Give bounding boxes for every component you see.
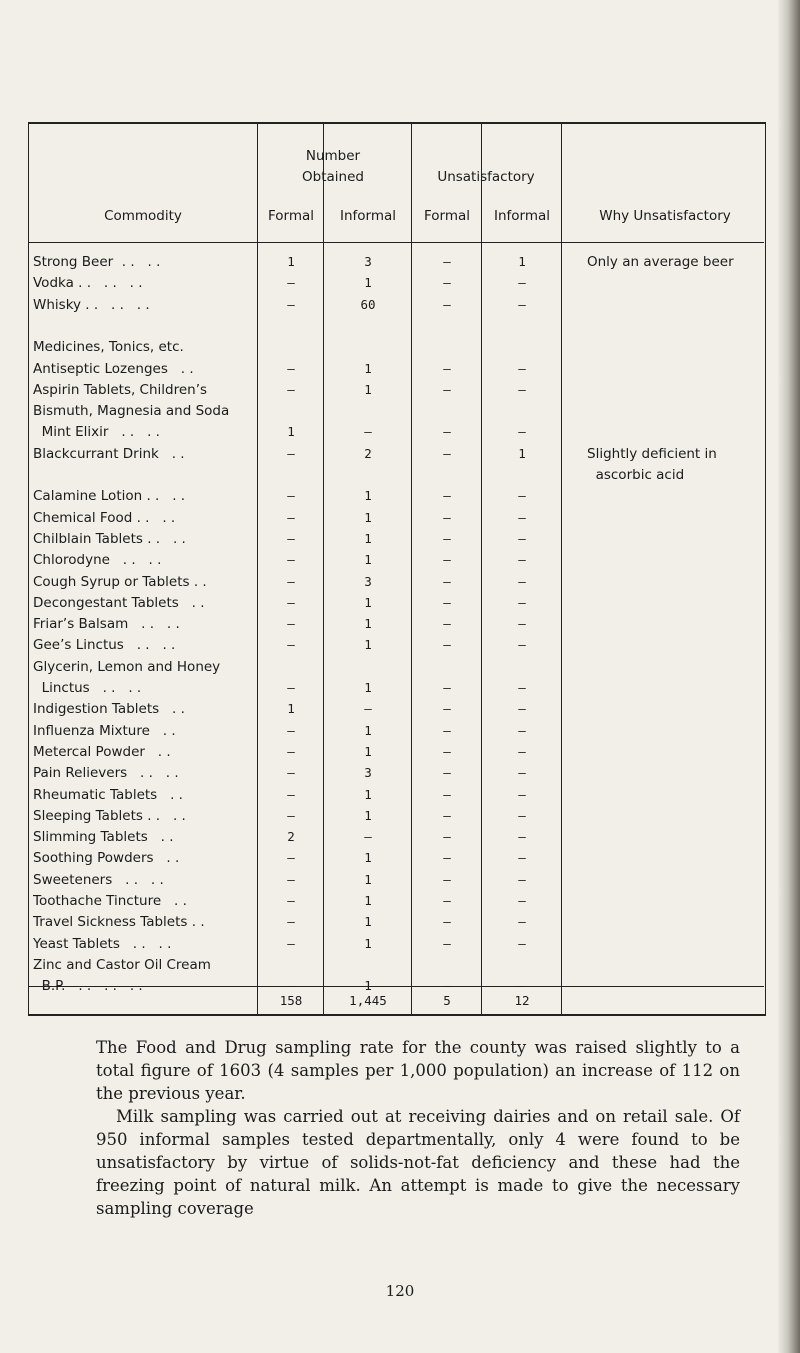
commodity-cell: Glycerin, Lemon and Honey: [33, 658, 221, 675]
unsat-informal-cell: –: [518, 530, 526, 546]
unsat-formal-cell: –: [443, 254, 451, 269]
formal-cell: –: [287, 935, 295, 951]
reason-cell: ascorbic acid: [587, 467, 685, 483]
commodity-header: Commodity: [104, 208, 182, 224]
commodity-cell: Blackcurrant Drink . .: [33, 445, 185, 462]
informal-cell: 1: [364, 978, 372, 994]
formal-cell: –: [287, 680, 295, 695]
unsat-formal-cell: –: [443, 807, 451, 823]
formal-cell: –: [287, 871, 295, 887]
table-row: [29, 592, 767, 614]
informal-cell: 1: [364, 594, 372, 610]
formal-cell: –: [287, 893, 295, 908]
commodity-cell: Sleeping Tablets . . . .: [33, 807, 186, 824]
formal-cell: –: [287, 616, 295, 632]
unsat-formal-cell: –: [443, 594, 451, 610]
unsat-formal-cell: –: [443, 722, 451, 738]
unsat-informal-cell: –: [518, 594, 526, 610]
formal-cell: –: [287, 573, 295, 589]
unsat-informal-cell: –: [518, 743, 526, 759]
informal-cell: 1: [364, 360, 372, 376]
table-row: [29, 677, 767, 699]
formal-cell: –: [287, 594, 295, 610]
unsat-formal-cell: –: [443, 360, 451, 376]
table-row: [29, 720, 767, 742]
informal-cell: 3: [364, 573, 372, 589]
unsat-formal-cell: –: [443, 296, 451, 312]
number-header-line2: Obtained: [302, 169, 364, 185]
informal-cell: 1: [364, 381, 372, 397]
table-row: [29, 549, 767, 571]
commodity-cell: Toothache Tincture . .: [33, 893, 187, 909]
table-row: [29, 528, 767, 550]
unsat-informal-cell: –: [518, 360, 526, 376]
unsat-formal-cell: –: [443, 445, 451, 461]
unsat-informal-cell: –: [518, 296, 526, 312]
formal-cell: –: [287, 722, 295, 738]
informal-cell: 1: [364, 509, 372, 525]
commodity-cell: Soothing Powders . .: [33, 850, 180, 867]
commodity-cell: Travel Sickness Tablets . .: [33, 914, 205, 931]
unsat-informal-cell: –: [518, 850, 526, 866]
unsat-informal-header: Informal: [493, 208, 551, 224]
unsat-formal-cell: –: [443, 701, 451, 717]
informal-cell: 3: [364, 254, 372, 269]
commodity-cell: Mint Elixir . . . .: [33, 424, 160, 441]
formal-cell: 2: [287, 829, 295, 845]
formal-cell: –: [287, 530, 295, 546]
unsat-informal-cell: –: [518, 275, 526, 291]
formal-cell: –: [287, 296, 295, 312]
informal-cell: 1: [364, 552, 372, 568]
commodity-cell: Medicines, Tonics, etc.: [33, 339, 184, 356]
unsat-formal-cell: –: [443, 275, 451, 291]
table-row: [29, 933, 767, 955]
unsat-informal-cell: –: [518, 786, 526, 802]
informal-cell: 2: [364, 445, 372, 461]
informal-cell: –: [364, 424, 372, 440]
informal-cell: 1: [364, 807, 372, 823]
table-row: [29, 464, 767, 486]
table-row: [29, 656, 767, 678]
table-row: [29, 315, 767, 337]
informal-cell: 3: [364, 765, 372, 781]
unsat-informal-cell: –: [518, 807, 526, 823]
formal-cell: –: [287, 445, 295, 461]
body-text: [96, 1036, 740, 1220]
informal-cell: 1: [364, 786, 372, 802]
total-unsat-formal: 5: [443, 993, 451, 1008]
informal-cell: 1: [364, 637, 372, 653]
formal-cell: –: [287, 509, 295, 525]
commodity-cell: Zinc and Castor Oil Cream: [33, 956, 211, 973]
table-row: [29, 485, 767, 507]
unsat-informal-cell: –: [518, 871, 526, 887]
formal-cell: –: [287, 552, 295, 568]
formal-cell: –: [287, 488, 295, 504]
table-row: [29, 272, 767, 294]
table-row: [29, 890, 767, 912]
table-row: [29, 869, 767, 891]
informal-header: Informal: [339, 208, 397, 224]
unsat-informal-cell: –: [518, 573, 526, 589]
page-binding-edge: [778, 0, 800, 1353]
commodity-cell: Slimming Tablets . .: [33, 829, 174, 846]
table-row: [29, 443, 767, 465]
unsat-informal-cell: –: [518, 509, 526, 525]
unsat-formal-cell: –: [443, 743, 451, 759]
formal-cell: –: [287, 381, 295, 397]
commodity-cell: Chemical Food . . . .: [33, 509, 176, 526]
unsat-formal-cell: –: [443, 786, 451, 802]
table-row: [29, 336, 767, 358]
unsat-formal-cell: –: [443, 893, 451, 908]
unsat-formal-cell: –: [443, 829, 451, 845]
table-row: [29, 698, 767, 720]
unsat-informal-cell: –: [518, 424, 526, 440]
informal-cell: –: [364, 701, 372, 717]
paragraph-1: The Food and Drug sampling rate for the county was raised slightly to a total figure of 1603 (4 samples per 1,000 population) an increase of 112 on the previous year.: [96, 1038, 740, 1103]
table-row: [29, 400, 767, 422]
commodity-cell: Vodka . . . . . .: [33, 275, 143, 292]
table-row: [29, 805, 767, 827]
unsat-informal-cell: –: [518, 978, 526, 994]
commodity-cell: Yeast Tablets . . . .: [33, 935, 172, 952]
unsat-informal-cell: –: [518, 765, 526, 781]
unsat-formal-cell: –: [443, 935, 451, 951]
commodity-cell: Chlorodyne . . . .: [33, 552, 162, 569]
reason-cell: Only an average beer: [587, 254, 734, 270]
formal-cell: 1: [287, 254, 295, 269]
formal-cell: –: [287, 850, 295, 866]
commodity-cell: Pain Relievers . . . .: [33, 765, 179, 782]
unsat-formal-cell: –: [443, 850, 451, 866]
unsat-formal-cell: –: [443, 637, 451, 653]
commodity-cell: Bismuth, Magnesia and Soda: [33, 403, 230, 420]
unsat-informal-cell: –: [518, 637, 526, 653]
unsat-formal-cell: –: [443, 871, 451, 887]
unsat-informal-cell: –: [518, 381, 526, 397]
unsat-formal-cell: –: [443, 978, 451, 994]
totals-row: [29, 986, 767, 1016]
table-row: [29, 634, 767, 656]
table-row: [29, 762, 767, 784]
formal-cell: –: [287, 360, 295, 376]
unsat-formal-cell: –: [443, 530, 451, 546]
unsat-informal-cell: –: [518, 893, 526, 908]
informal-cell: 1: [364, 871, 372, 887]
commodity-cell: Aspirin Tablets, Children’s: [33, 381, 208, 398]
unsat-formal-cell: –: [443, 680, 451, 695]
total-formal: 158: [279, 993, 303, 1008]
commodity-cell: Whisky . . . . . .: [33, 296, 150, 313]
unsat-formal-header: Formal: [423, 208, 471, 224]
table-row: [29, 294, 767, 316]
formal-cell: –: [287, 786, 295, 802]
unsat-formal-cell: –: [443, 616, 451, 632]
paragraph-2: Milk sampling was carried out at receiving dairies and on retail sale. Of 950 informal samples tested departmentally, only 4 were found to be unsatisfactory by virtue of solids-not-fat deficiency and these had the freezing point of natural milk. An attempt is made to give the necessary sampling coverage: [96, 1107, 740, 1218]
formal-cell: –: [287, 637, 295, 653]
table-row: [29, 613, 767, 635]
unsat-formal-cell: –: [443, 573, 451, 589]
formal-header: Formal: [267, 208, 315, 224]
reason-cell: Slightly deficient in: [587, 445, 717, 462]
commodity-cell: Decongestant Tablets . .: [33, 594, 205, 611]
unsat-formal-cell: –: [443, 488, 451, 504]
commodity-cell: Linctus . . . .: [33, 680, 142, 696]
table-row: [29, 911, 767, 933]
unsat-formal-cell: –: [443, 552, 451, 568]
unsat-informal-cell: –: [518, 552, 526, 568]
unsat-formal-cell: –: [443, 765, 451, 781]
unsat-formal-cell: –: [443, 381, 451, 397]
informal-cell: 1: [364, 914, 372, 930]
informal-cell: 1: [364, 743, 372, 759]
unsat-informal-cell: –: [518, 680, 526, 695]
formal-cell: –: [287, 743, 295, 759]
informal-cell: 1: [364, 935, 372, 951]
table-row: [29, 379, 767, 401]
unsat-informal-cell: –: [518, 914, 526, 930]
commodity-cell: Indigestion Tablets . .: [33, 701, 185, 718]
formal-cell: 1: [287, 701, 295, 717]
table-row: [29, 741, 767, 763]
informal-cell: 1: [364, 850, 372, 866]
unsat-formal-cell: –: [443, 509, 451, 525]
why-header: Why Unsatisfactory: [599, 208, 731, 224]
unsat-informal-cell: –: [518, 829, 526, 845]
unsat-formal-cell: –: [443, 424, 451, 440]
commodity-cell: Rheumatic Tablets . .: [33, 786, 183, 803]
table-row: [29, 954, 767, 976]
table-row: [29, 571, 767, 593]
commodity-table: [28, 122, 766, 1016]
unsat-informal-cell: 1: [518, 254, 526, 269]
commodity-cell: Friar’s Balsam . . . .: [33, 616, 180, 633]
total-informal: 1,445: [349, 993, 387, 1008]
number-header-line1: Number: [305, 148, 361, 164]
table-row: [29, 421, 767, 443]
unsat-informal-cell: 1: [518, 445, 526, 461]
informal-cell: 1: [364, 488, 372, 504]
unsat-informal-cell: –: [518, 701, 526, 717]
commodity-cell: B.P. . . . . . .: [33, 978, 143, 995]
commodity-cell: Cough Syrup or Tablets . .: [33, 573, 207, 590]
table-row: [29, 507, 767, 529]
commodity-cell: Metercal Powder . .: [33, 743, 171, 760]
formal-cell: –: [287, 807, 295, 823]
total-unsat-informal: 12: [514, 993, 530, 1008]
informal-cell: 1: [364, 275, 372, 291]
number-obtained-header: [259, 146, 407, 188]
informal-cell: 1: [364, 722, 372, 738]
table-row: [29, 784, 767, 806]
unsatisfactory-header: Unsatisfactory: [437, 169, 535, 185]
commodity-cell: Sweeteners . . . .: [33, 871, 164, 888]
header-rule: [29, 242, 764, 243]
commodity-cell: Gee’s Linctus . . . .: [33, 637, 176, 654]
informal-cell: 1: [364, 616, 372, 632]
page-number: 120: [385, 1282, 415, 1300]
table-row: [29, 826, 767, 848]
unsat-formal-cell: –: [443, 914, 451, 930]
formal-cell: –: [287, 978, 295, 994]
formal-cell: –: [287, 765, 295, 781]
unsat-informal-cell: –: [518, 722, 526, 738]
commodity-cell: Antiseptic Lozenges . .: [33, 360, 194, 377]
formal-cell: 1: [287, 424, 295, 440]
commodity-cell: Strong Beer . . . .: [33, 254, 161, 270]
formal-cell: –: [287, 275, 295, 291]
informal-cell: 1: [364, 530, 372, 546]
table-row: [29, 847, 767, 869]
informal-cell: 60: [360, 296, 376, 312]
commodity-cell: Influenza Mixture . .: [33, 722, 176, 739]
table-row: [29, 358, 767, 380]
informal-cell: 1: [364, 680, 372, 695]
unsat-informal-cell: –: [518, 488, 526, 504]
table-row: [29, 251, 767, 273]
unsat-informal-cell: –: [518, 616, 526, 632]
formal-cell: –: [287, 914, 295, 930]
unsat-informal-cell: –: [518, 935, 526, 951]
commodity-cell: Calamine Lotion . . . .: [33, 488, 186, 505]
informal-cell: –: [364, 829, 372, 845]
informal-cell: 1: [364, 893, 372, 908]
commodity-cell: Chilblain Tablets . . . .: [33, 530, 186, 547]
